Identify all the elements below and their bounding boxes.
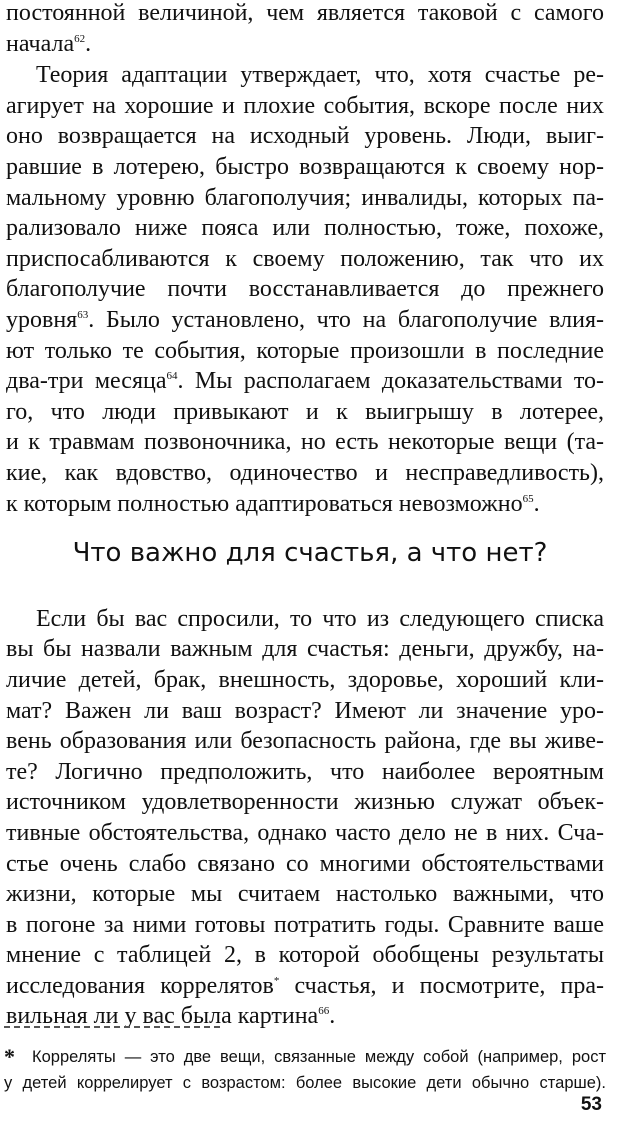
footnote-reference: 65: [522, 493, 534, 505]
footnote-line-2: у детей коррелирует с возрастом: более высокие дети обычно старше).: [4, 1074, 606, 1092]
text-line: оно возвращается на исходный уровень. Люди, выиг-: [6, 123, 604, 149]
footnote-mark: *: [4, 1044, 15, 1069]
text-line: источником удовлетворенности жизнью служат объек-: [6, 789, 604, 815]
text-line: те? Логично предположить, что наиболее вероятным: [6, 759, 604, 785]
text-line: и к травмам позвоночника, но есть некоторые вещи (та-: [6, 429, 604, 455]
text-line: Теория адаптации утверждает, что, хотя счастье ре-: [36, 62, 604, 88]
footnote-reference: 66: [318, 1005, 330, 1017]
text-line: кие, как вдовство, одиночество и несправедливость),: [6, 460, 604, 486]
page-number: 53: [580, 1094, 602, 1115]
text-line: ют только те события, которые произошли в последние: [6, 338, 604, 364]
footnote-reference: 64: [166, 370, 178, 382]
text-line: жизни, которые мы считаем настолько важными, что: [6, 881, 604, 907]
section-heading: Что важно для счастья, а что нет?: [72, 538, 548, 568]
text-line: благополучие почти восстанавливается до прежнего: [6, 276, 604, 302]
text-line: уровня$^{63}$. Было установлено, что на благополучие влия-: [6, 307, 604, 333]
text-line: вильная ли у вас была картина$^{66}$.: [6, 1003, 336, 1029]
text-line: личие детей, брак, внешность, здоровье, хороший кли-: [6, 667, 604, 693]
text-line: вы бы назвали важным для счастья: деньги, дружбу, на-: [6, 636, 604, 662]
text-line: мнение с таблицей 2, в которой обобщены результаты: [6, 942, 604, 968]
text-line: тивные обстоятельства, однако часто дело не в них. Сча-: [6, 820, 604, 846]
footnote-line-1: Корреляты — это две вещи, связанные между собой (например, рост: [32, 1048, 606, 1066]
text-line: два-три месяца$^{64}$. Мы располагаем доказательствами то-: [6, 368, 604, 394]
text-line: равшие в лотерею, быстро возвращаются к своему нор-: [6, 154, 604, 180]
footnote-reference: 63: [77, 309, 89, 321]
text-line: мальному уровню благополучия; инвалиды, которых па-: [6, 185, 604, 211]
text-line: приспосабливаются к своему положению, так что их: [6, 246, 604, 272]
text-line: вень образования или безопасность района, где вы живе-: [6, 728, 604, 754]
text-line: начала$^{62}$.: [6, 31, 92, 57]
text-line: агирует на хорошие и плохие события, вскоре после них: [6, 93, 604, 119]
footnote-separator: [4, 1026, 220, 1028]
footnote-reference: *: [273, 975, 280, 987]
text-line: в погоне за ними готовы потратить годы. Сравните ваше: [6, 912, 604, 938]
text-line: рализовало ниже пояса или полностью, тоже, похоже,: [6, 215, 604, 241]
text-line: к которым полностью адаптироваться невозможно$^{65}$.: [6, 491, 540, 517]
text-line: исследования коррелятов* счастья, и посмотрите, пра-: [6, 973, 604, 999]
text-line: Если бы вас спросили, то что из следующего списка: [36, 606, 604, 632]
text-line: постоянной величиной, чем является таковой с самого: [6, 0, 604, 26]
footnote-reference: 62: [74, 33, 86, 45]
text-line: мат? Важен ли ваш возраст? Имеют ли значение уро-: [6, 698, 604, 724]
text-line: го, что люди привыкают и к выигрышу в лотерее,: [6, 399, 604, 425]
text-line: стье очень слабо связано со многими обстоятельствами: [6, 851, 604, 877]
